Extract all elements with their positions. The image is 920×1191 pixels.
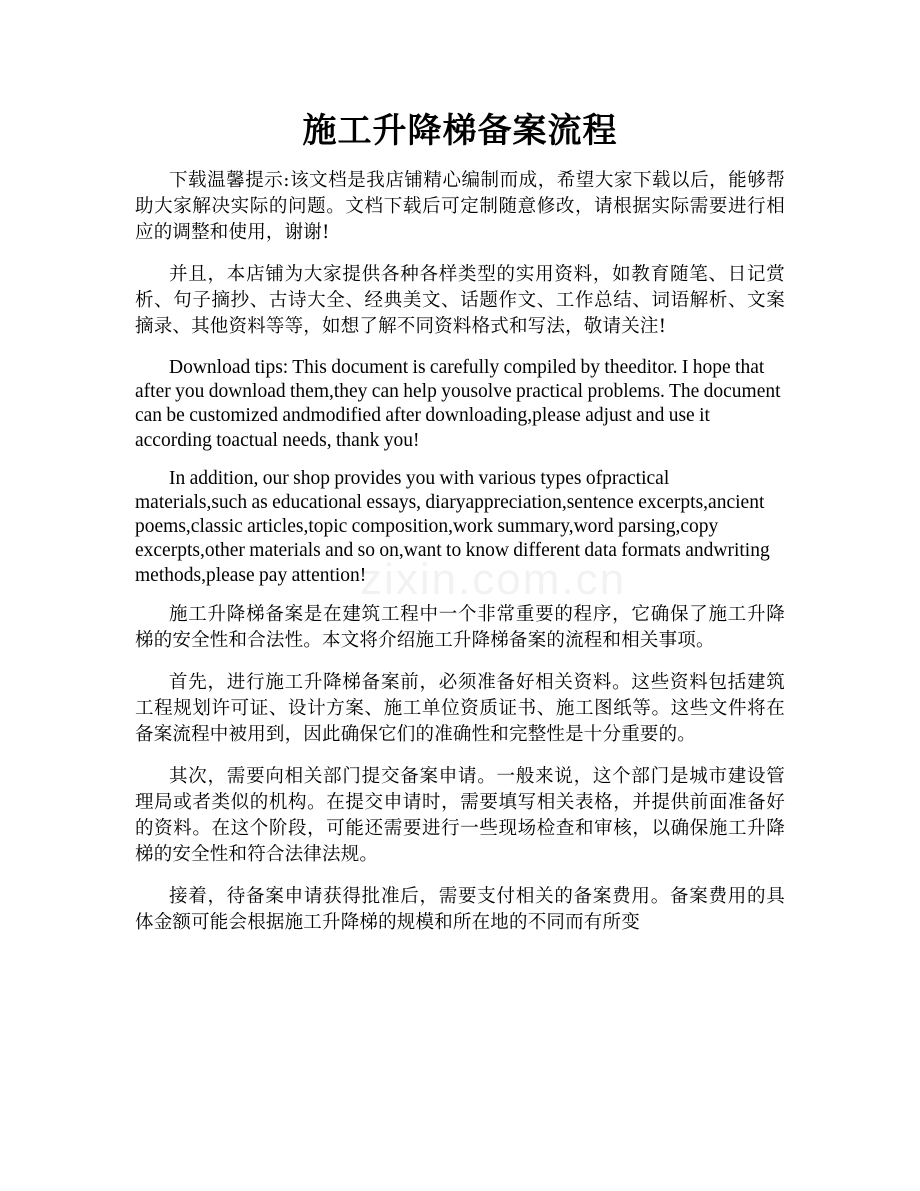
document-title: 施工升降梯备案流程 — [302, 111, 618, 151]
paragraph-step-prepare: 首先，进行施工升降梯备案前，必须准备好相关资料。这些资料包括建筑工程规划许可证、设计方案、施工单位资质证书、施工图纸等。这些文件将在备案流程中被用到，因此确保它们的准确性和完整性是十分重要的。 — [135, 671, 785, 745]
watermark: zixin.com.cn — [360, 555, 627, 604]
paragraph-shop-intro-cn: 并且，本店铺为大家提供各种各样类型的实用资料，如教育随笔、日记赏析、句子摘抄、古诗大全、经典美文、话题作文、工作总结、词语解析、文案摘录、其他资料等等，如想了解不同资料格式和写法，敬请关注! — [135, 264, 785, 337]
paragraph-step-fee: 接着，待备案申请获得批准后，需要支付相关的备案费用。备案费用的具体金额可能会根据施工升降梯的规模和所在地的不同而有所变 — [135, 885, 785, 933]
paragraph-download-tip-en: Download tips: This document is carefully compiled by theeditor. I hope that after you download them,they can help yousolve practical problems. The document can be customized andmodified after downloading,please adjust and use it according toactual needs, thank you! — [135, 357, 781, 451]
paragraph-download-tip-cn: 下载温馨提示:该文档是我店铺精心编制而成，希望大家下载以后，能够帮助大家解决实际的问题。文档下载后可定制随意修改，请根据实际需要进行相应的调整和使用，谢谢! — [135, 170, 785, 243]
paragraph-shop-intro-en: In addition, our shop provides you with various types ofpractical materials,such as educational essays, diaryappreciation,sentence excerpts,ancient poems,classic articles,topic composition,work summary,word parsing,copy excerpts,other materials and so on,want to know different data formats andwriting methods,please pay attention! — [135, 467, 770, 586]
paragraph-intro: 施工升降梯备案是在建筑工程中一个非常重要的程序，它确保了施工升降梯的安全性和合法性。本文将介绍施工升降梯备案的流程和相关事项。 — [135, 603, 785, 651]
document-body — [135, 168, 785, 952]
paragraph-step-submit: 其次，需要向相关部门提交备案申请。一般来说，这个部门是城市建设管理局或者类似的机构。在提交申请时，需要填写相关表格，并提供前面准备好的资料。在这个阶段，可能还需要进行一些现场检查和审核，以确保施工升降梯的安全性和符合法律法规。 — [135, 765, 785, 865]
